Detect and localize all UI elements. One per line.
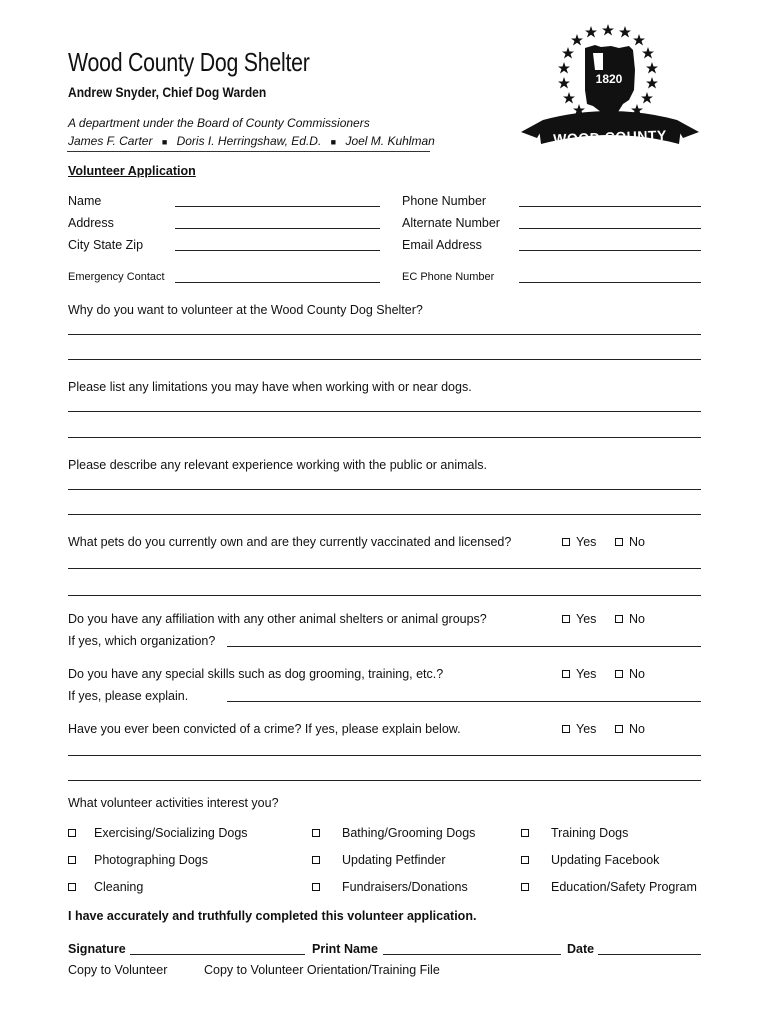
checkbox-icon[interactable] bbox=[615, 615, 623, 623]
name-label: Name bbox=[68, 194, 102, 208]
department-line: A department under the Board of County Commissioners bbox=[68, 116, 370, 130]
print-name-field[interactable] bbox=[383, 954, 561, 955]
section-title: Volunteer Application bbox=[68, 164, 196, 178]
seal-year: 1820 bbox=[595, 72, 623, 86]
yes-label: Yes bbox=[576, 722, 597, 736]
activity-label: Education/Safety Program bbox=[551, 880, 697, 894]
date-field[interactable] bbox=[598, 954, 701, 955]
no-label: No bbox=[629, 667, 645, 681]
why-volunteer-answer-line[interactable] bbox=[68, 334, 701, 335]
checkbox-icon[interactable] bbox=[521, 856, 529, 864]
skills-followup-label: If yes, please explain. bbox=[68, 689, 189, 703]
pets-yes-option[interactable] bbox=[562, 535, 596, 549]
address-label: Address bbox=[68, 216, 114, 230]
commissioners-rule bbox=[67, 151, 430, 152]
certification-statement: I have accurately and truthfully completed this volunteer application. bbox=[68, 909, 477, 923]
activity-option[interactable] bbox=[521, 880, 697, 894]
activity-option[interactable] bbox=[68, 826, 248, 840]
why-volunteer-question: Why do you want to volunteer at the Wood County Dog Shelter? bbox=[68, 303, 423, 317]
affiliation-followup-label: If yes, which organization? bbox=[68, 634, 216, 648]
emergency-contact-field[interactable] bbox=[175, 282, 380, 283]
email-address-field[interactable] bbox=[519, 250, 701, 251]
activity-label: Photographing Dogs bbox=[94, 853, 208, 867]
skills-explain-field[interactable] bbox=[227, 701, 701, 702]
crime-answer-line[interactable] bbox=[68, 755, 701, 756]
signature-field[interactable] bbox=[130, 954, 305, 955]
date-label: Date bbox=[567, 942, 595, 956]
affiliation-yes-option[interactable] bbox=[562, 612, 596, 626]
activity-option[interactable] bbox=[312, 853, 446, 867]
experience-answer-line[interactable] bbox=[68, 514, 701, 515]
alternate-number-label: Alternate Number bbox=[402, 216, 500, 230]
ec-phone-number-label: EC Phone Number bbox=[402, 271, 495, 283]
crime-question: Have you ever been convicted of a crime? If yes, please explain below. bbox=[68, 722, 461, 736]
phone-number-label: Phone Number bbox=[402, 194, 487, 208]
copy-to-volunteer: Copy to Volunteer bbox=[68, 963, 168, 977]
banner-text: WOOD COUNTY bbox=[552, 127, 668, 147]
activity-option[interactable] bbox=[68, 880, 143, 894]
limitations-answer-line[interactable] bbox=[68, 411, 701, 412]
affiliation-question: Do you have any affiliation with any other animal shelters or animal groups? bbox=[68, 612, 487, 626]
checkbox-icon[interactable] bbox=[68, 829, 76, 837]
crime-yes-option[interactable] bbox=[562, 722, 596, 736]
activity-option[interactable] bbox=[521, 826, 628, 840]
activity-option[interactable] bbox=[68, 853, 208, 867]
separator-square: ■ bbox=[330, 137, 337, 147]
phone-number-field[interactable] bbox=[519, 206, 701, 207]
crime-answer-line[interactable] bbox=[68, 780, 701, 781]
checkbox-icon[interactable] bbox=[312, 829, 320, 837]
checkbox-icon[interactable] bbox=[615, 538, 623, 546]
yes-label: Yes bbox=[576, 667, 597, 681]
no-label: No bbox=[629, 722, 645, 736]
checkbox-icon[interactable] bbox=[312, 883, 320, 891]
limitations-question: Please list any limitations you may have when working with or near dogs. bbox=[68, 380, 472, 394]
page-title: Wood County Dog Shelter bbox=[68, 47, 310, 77]
skills-yes-option[interactable] bbox=[562, 667, 596, 681]
limitations-answer-line[interactable] bbox=[68, 437, 701, 438]
checkbox-icon[interactable] bbox=[68, 883, 76, 891]
checkbox-icon[interactable] bbox=[521, 829, 529, 837]
print-name-label: Print Name bbox=[312, 942, 378, 956]
experience-question: Please describe any relevant experience working with the public or animals. bbox=[68, 458, 487, 472]
no-label: No bbox=[629, 612, 645, 626]
affiliation-no-option[interactable] bbox=[615, 612, 645, 626]
activities-question: What volunteer activities interest you? bbox=[68, 796, 279, 810]
checkbox-icon[interactable] bbox=[615, 670, 623, 678]
emergency-contact-label: Emergency Contact bbox=[68, 271, 165, 283]
checkbox-icon[interactable] bbox=[562, 725, 570, 733]
yes-label: Yes bbox=[576, 535, 597, 549]
activity-label: Exercising/Socializing Dogs bbox=[94, 826, 248, 840]
checkbox-icon[interactable] bbox=[68, 856, 76, 864]
skills-no-option[interactable] bbox=[615, 667, 645, 681]
pets-no-option[interactable] bbox=[615, 535, 645, 549]
crime-no-option[interactable] bbox=[615, 722, 645, 736]
checkbox-icon[interactable] bbox=[312, 856, 320, 864]
activity-label: Bathing/Grooming Dogs bbox=[342, 826, 476, 840]
chief-warden-name: Andrew Snyder, Chief Dog Warden bbox=[68, 84, 267, 100]
activity-option[interactable] bbox=[521, 853, 659, 867]
checkbox-icon[interactable] bbox=[562, 538, 570, 546]
commissioners-line bbox=[68, 134, 435, 148]
why-volunteer-answer-line[interactable] bbox=[68, 359, 701, 360]
alternate-number-field[interactable] bbox=[519, 228, 701, 229]
checkbox-icon[interactable] bbox=[615, 725, 623, 733]
city-state-zip-field[interactable] bbox=[175, 250, 380, 251]
copy-to-orientation-file: Copy to Volunteer Orientation/Training File bbox=[204, 963, 440, 977]
city-state-zip-label: City State Zip bbox=[68, 238, 144, 252]
activity-label: Cleaning bbox=[94, 880, 144, 894]
commissioner-name: Joel M. Kuhlman bbox=[345, 134, 435, 148]
activity-label: Updating Petfinder bbox=[342, 853, 446, 867]
wood-county-seal-logo bbox=[515, 20, 705, 150]
no-label: No bbox=[629, 535, 645, 549]
checkbox-icon[interactable] bbox=[521, 883, 529, 891]
experience-answer-line[interactable] bbox=[68, 489, 701, 490]
signature-label: Signature bbox=[68, 942, 126, 956]
checkbox-icon[interactable] bbox=[562, 670, 570, 678]
pets-answer-line[interactable] bbox=[68, 568, 701, 569]
activity-option[interactable] bbox=[312, 880, 468, 894]
commissioner-name: Doris I. Herringshaw, Ed.D. bbox=[176, 134, 322, 148]
pets-answer-line[interactable] bbox=[68, 595, 701, 596]
activity-label: Training Dogs bbox=[551, 826, 629, 840]
checkbox-icon[interactable] bbox=[562, 615, 570, 623]
commissioner-name: James F. Carter bbox=[68, 134, 153, 148]
yes-label: Yes bbox=[576, 612, 597, 626]
skills-question: Do you have any special skills such as dog grooming, training, etc.? bbox=[68, 667, 444, 681]
activity-label: Fundraisers/Donations bbox=[342, 880, 468, 894]
address-field[interactable] bbox=[175, 228, 380, 229]
ec-phone-number-field[interactable] bbox=[519, 282, 701, 283]
email-address-label: Email Address bbox=[402, 238, 482, 252]
activity-option[interactable] bbox=[312, 826, 475, 840]
separator-square: ■ bbox=[161, 137, 168, 147]
pets-question: What pets do you currently own and are they currently vaccinated and licensed? bbox=[68, 535, 512, 549]
activity-label: Updating Facebook bbox=[551, 853, 660, 867]
organization-field[interactable] bbox=[227, 646, 701, 647]
name-field[interactable] bbox=[175, 206, 380, 207]
